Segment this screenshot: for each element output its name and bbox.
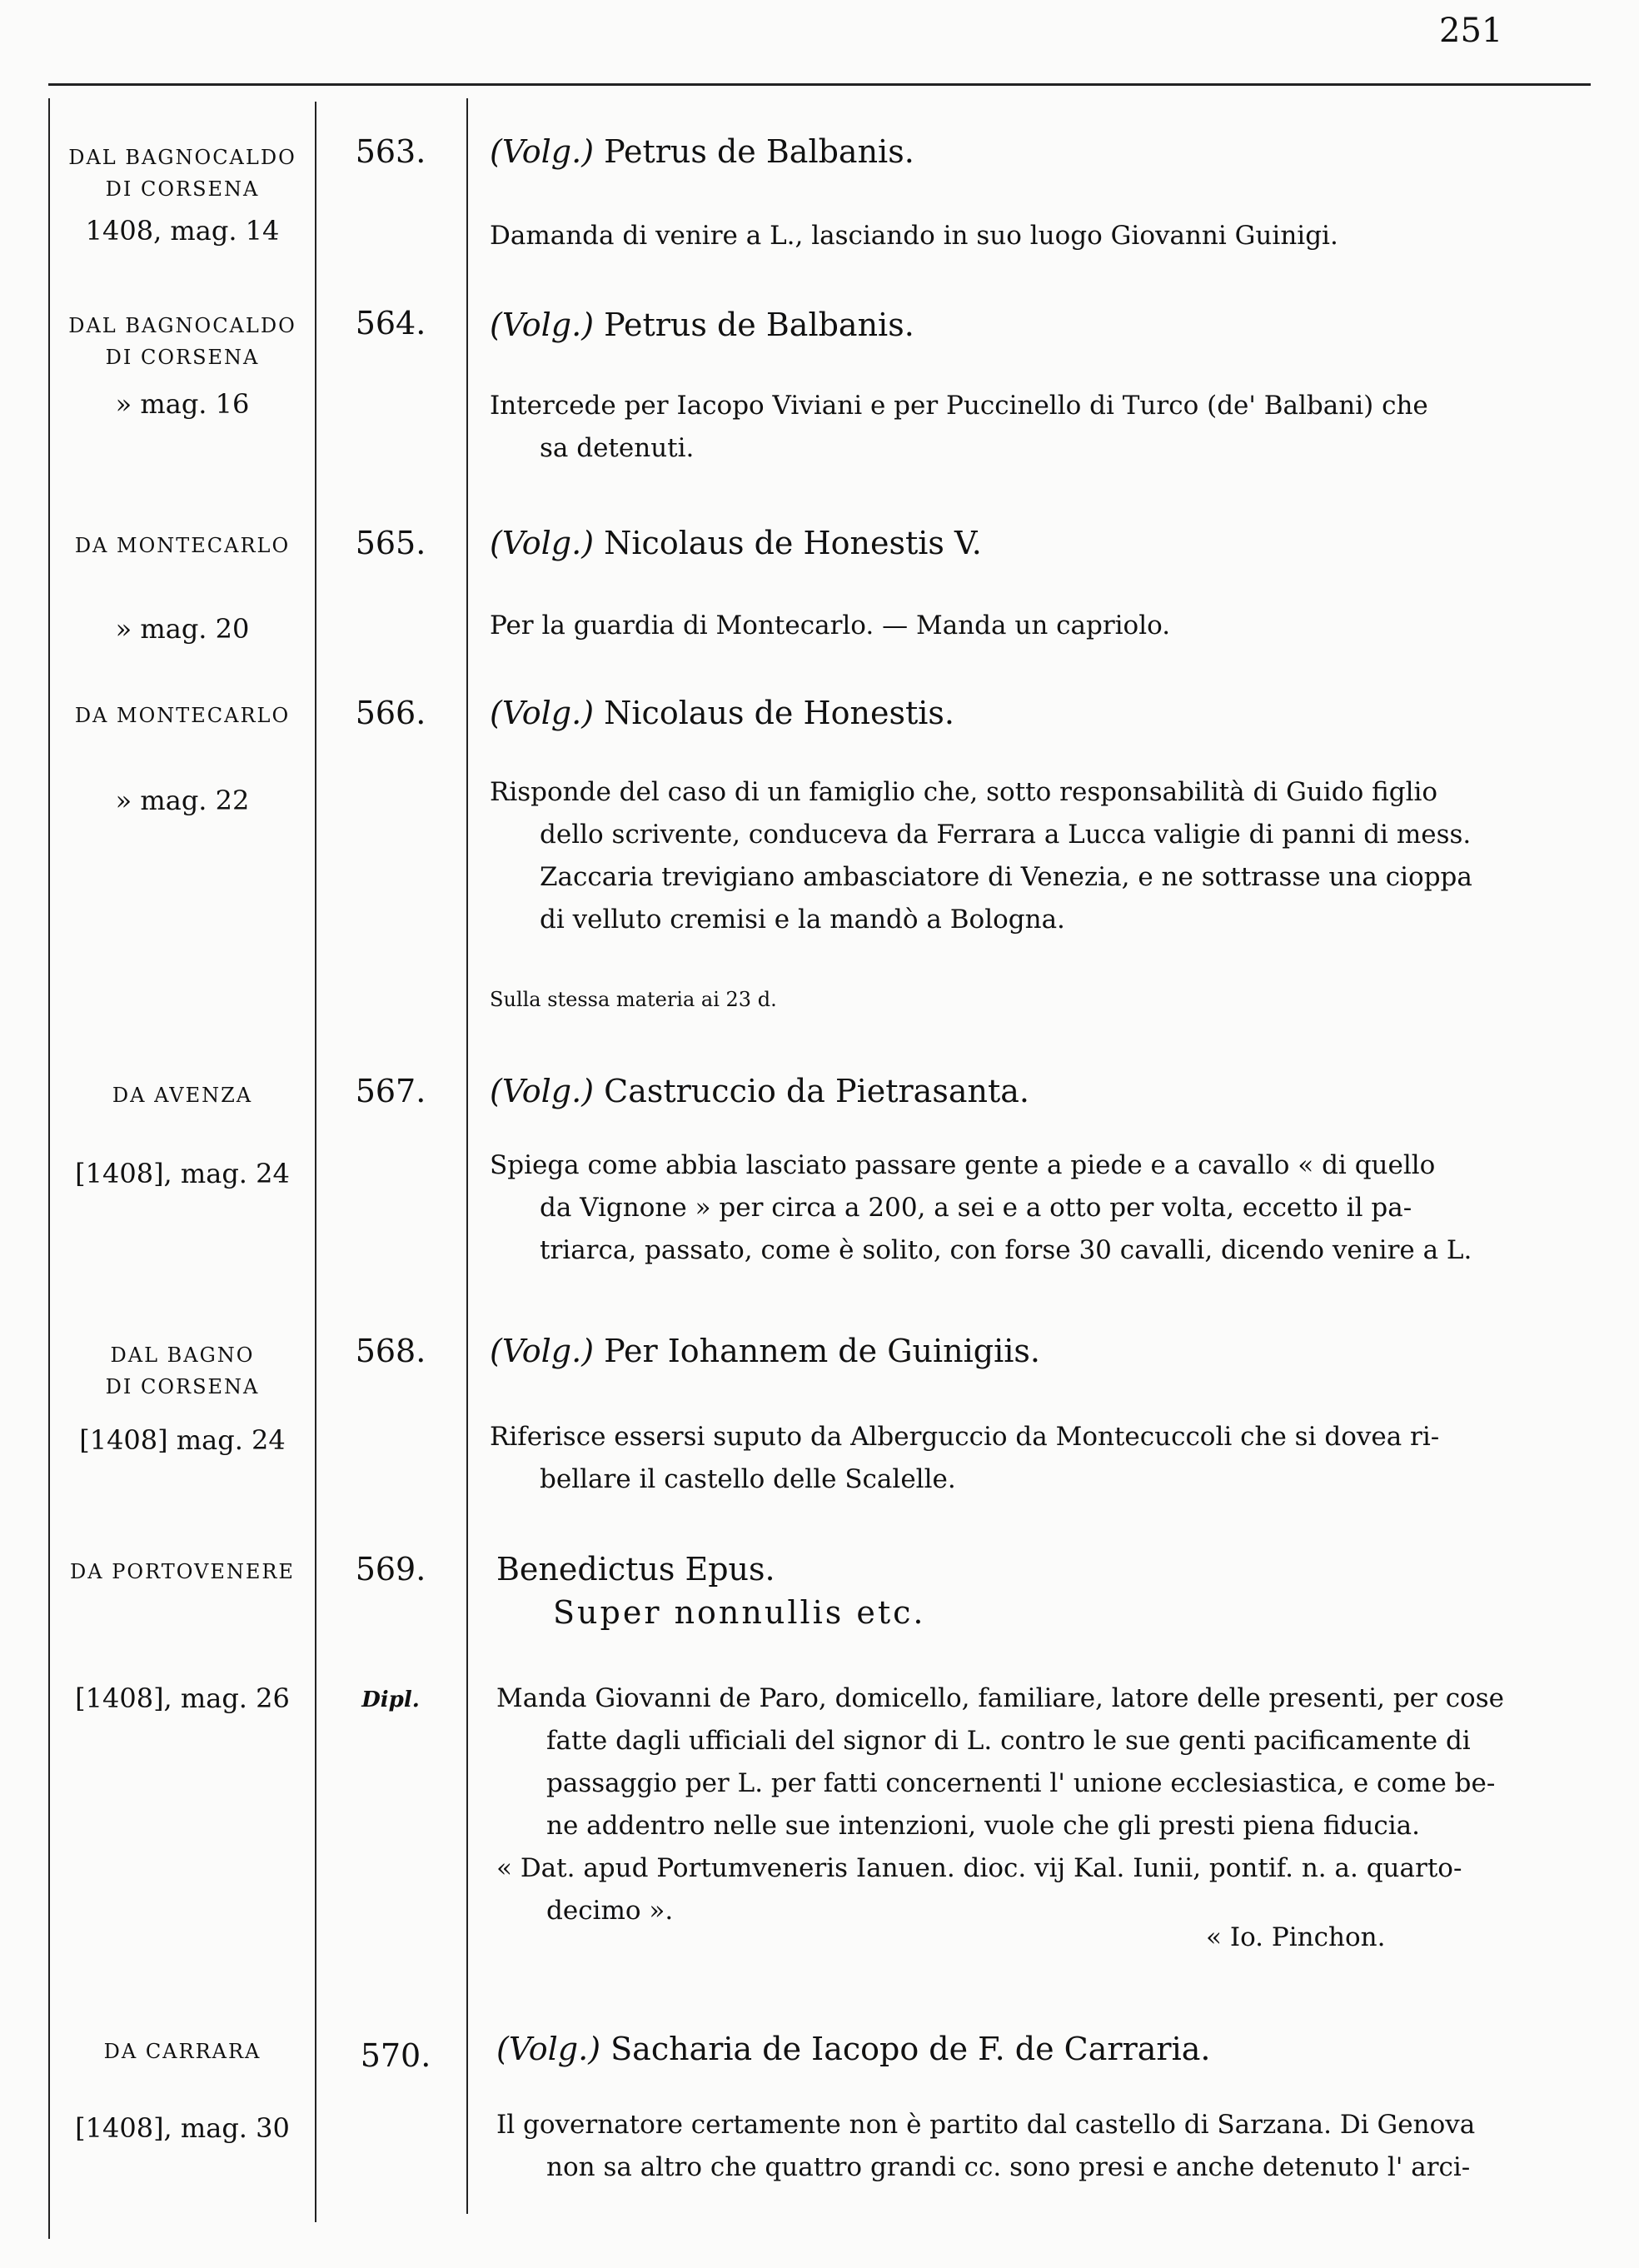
volg-label: (Volg.) (490, 1333, 595, 1369)
entry-569-signature: « Io. Pinchon. (1206, 1922, 1386, 1952)
body-line: Zaccaria trevigiano ambasciatore di Venezia, e ne sottrasse una cioppa (540, 862, 1472, 892)
place-line: DAL BAGNOCALDO (68, 314, 296, 337)
volg-label: (Volg.) (490, 525, 595, 561)
title-text: Castruccio da Pietrasanta. (604, 1073, 1029, 1109)
place-line: DA MONTECARLO (74, 534, 291, 557)
place-line: DA CARRARA (103, 2040, 262, 2063)
entry-570-title (496, 2031, 1210, 2067)
entry-566-place (53, 700, 311, 731)
body-line: Risponde del caso di un famiglio che, sotto responsabilità di Guido figlio (490, 777, 1438, 807)
body-line: di velluto cremisi e la mandò a Bologna. (540, 905, 1065, 935)
entry-569-place (53, 1556, 311, 1588)
entry-569-number: 569. (355, 1551, 426, 1588)
entry-564-body (490, 385, 1589, 470)
place-line: DA AVENZA (112, 1084, 253, 1107)
entry-570-place (53, 2036, 311, 2067)
title-text: Sacharia de Iacopo de F. de Carraria. (610, 2031, 1211, 2067)
page-number: 251 (1439, 12, 1503, 50)
left-border (48, 98, 50, 2239)
volg-label: (Volg.) (490, 695, 595, 731)
column-divider-1 (315, 102, 316, 2222)
body-line: triarca, passato, come è solito, con forse 30 cavalli, dicendo venire a L. (540, 1235, 1472, 1265)
entry-566-date: » mag. 22 (115, 785, 250, 816)
body-line: ne addentro nelle sue intenzioni, vuole che gli presti piena fiducia. (546, 1811, 1420, 1841)
body-line: dello scrivente, conduceva da Ferrara a Lucca valigie di panni di mess. (540, 820, 1472, 850)
body-line: Manda Giovanni de Paro, domicello, familiare, latore delle presenti, per cose (496, 1683, 1504, 1713)
entry-570-date: [1408], mag. 30 (75, 2112, 290, 2144)
entry-567-date: [1408], mag. 24 (75, 1158, 290, 1189)
place-line: DAL BAGNOCALDO (68, 146, 296, 169)
entry-564-date: » mag. 16 (115, 388, 250, 420)
entry-564-number: 564. (355, 305, 426, 341)
entry-569-date: [1408], mag. 26 (75, 1682, 290, 1714)
body-line: Intercede per Iacopo Viviani e per Puccinello di Turco (de' Balbani) che (490, 391, 1428, 421)
entry-570-number: 570. (360, 2037, 431, 2074)
entry-570-body (496, 2104, 1596, 2189)
quote-line: decimo ». (546, 1896, 674, 1926)
entry-564-place (53, 310, 311, 373)
entry-566-title (490, 695, 954, 731)
entry-566-body (490, 771, 1589, 941)
entry-565-number: 565. (355, 525, 426, 561)
entry-568-title (490, 1333, 1040, 1369)
title-text: Nicolaus de Honestis V. (604, 525, 982, 561)
entry-568-date: [1408] mag. 24 (79, 1424, 286, 1456)
entry-563-title (490, 133, 914, 170)
entry-566-number: 566. (355, 695, 426, 731)
entry-567-number: 567. (355, 1073, 426, 1109)
entry-565-body (490, 605, 1589, 647)
body-line: bellare il castello delle Scalelle. (540, 1464, 956, 1494)
quote-line: « Dat. apud Portumveneris Ianuen. dioc. vij Kal. Iunii, pontif. n. a. quarto- (496, 1853, 1462, 1883)
entry-563-date: 1408, mag. 14 (85, 215, 280, 247)
place-line: DI CORSENA (105, 1375, 260, 1398)
volg-label: (Volg.) (490, 307, 595, 343)
entry-563-place (53, 142, 311, 205)
volg-label: (Volg.) (490, 1073, 595, 1109)
entry-569-dipl-marker: Dipl. (361, 1687, 420, 1712)
entry-569-subtitle: Super nonnullis etc. (553, 1594, 926, 1631)
entry-567-place (53, 1079, 311, 1111)
body-line: Damanda di venire a L., lasciando in suo luogo Giovanni Guinigi. (490, 221, 1338, 251)
title-text: Nicolaus de Honestis. (604, 695, 954, 731)
entry-566-note: Sulla stessa materia ai 23 d. (490, 988, 777, 1011)
entry-565-date: » mag. 20 (115, 613, 250, 645)
body-line: passaggio per L. per fatti concernenti l' unione ecclesiastica, e come be- (546, 1768, 1496, 1798)
entry-568-body (490, 1416, 1589, 1501)
place-line: DI CORSENA (105, 346, 260, 369)
volg-label: (Volg.) (490, 133, 595, 170)
body-line: Riferisce essersi suputo da Alberguccio da Montecuccoli che si dovea ri- (490, 1422, 1440, 1452)
column-divider-2 (466, 98, 468, 2214)
body-line: Spiega come abbia lasciato passare gente a piede e a cavallo « di quello (490, 1150, 1436, 1180)
entry-568-place (53, 1339, 311, 1403)
header-rule (48, 83, 1591, 86)
entry-568-number: 568. (355, 1333, 426, 1369)
entry-567-body (490, 1144, 1589, 1272)
body-line: sa detenuti. (540, 433, 695, 463)
place-line: DI CORSENA (105, 177, 260, 201)
title-text: Per Iohannem de Guinigiis. (604, 1333, 1041, 1369)
body-line: da Vignone » per circa a 200, a sei e a otto per volta, eccetto il pa- (540, 1193, 1412, 1223)
entry-565-place (53, 530, 311, 561)
body-line: non sa altro che quattro grandi cc. sono presi e anche detenuto l' arci- (546, 2152, 1471, 2182)
entry-563-number: 563. (355, 133, 426, 170)
body-line: fatte dagli ufficiali del signor di L. contro le sue genti pacificamente di (546, 1726, 1471, 1756)
title-text: Petrus de Balbanis. (604, 307, 914, 343)
place-line: DAL BAGNO (110, 1343, 255, 1367)
place-line: DA MONTECARLO (74, 704, 291, 727)
entry-563-body (490, 215, 1589, 257)
entry-564-title (490, 307, 914, 343)
title-text: Petrus de Balbanis. (604, 133, 914, 170)
entry-567-title (490, 1073, 1029, 1109)
entry-565-title (490, 525, 982, 561)
body-line: Il governatore certamente non è partito dal castello di Sarzana. Di Genova (496, 2110, 1476, 2140)
entry-569-title: Benedictus Epus. (496, 1551, 775, 1588)
entry-569-body (496, 1677, 1596, 1932)
body-line: Per la guardia di Montecarlo. — Manda un capriolo. (490, 611, 1171, 641)
volg-label: (Volg.) (496, 2031, 601, 2067)
place-line: DA PORTOVENERE (70, 1560, 295, 1583)
